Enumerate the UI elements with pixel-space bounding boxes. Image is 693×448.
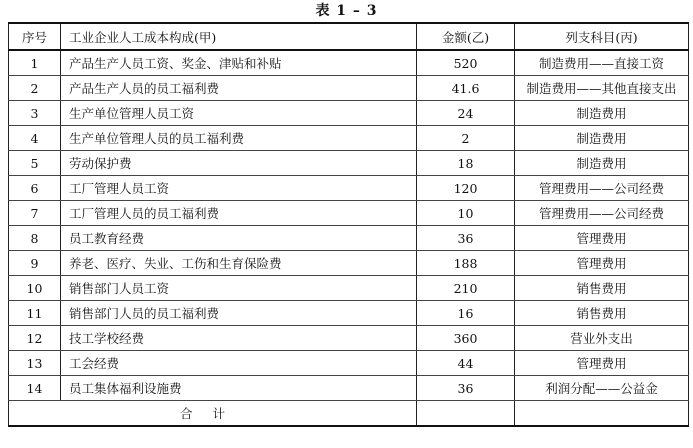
cell-amount: 120 — [417, 176, 515, 201]
cell-cost-item: 养老、医疗、失业、工伤和生育保险费 — [61, 251, 417, 276]
header-row — [9, 23, 689, 50]
cell-amount: 36 — [417, 226, 515, 251]
cell-serial: 5 — [9, 151, 61, 176]
cell-cost-item: 工会经费 — [61, 351, 417, 376]
table-row — [9, 326, 689, 351]
cell-cost-item: 销售部门人员的员工福利费 — [61, 301, 417, 326]
table-row — [9, 50, 689, 76]
cell-account: 制造费用 — [515, 126, 689, 151]
table-row — [9, 226, 689, 251]
cell-amount: 41.6 — [417, 76, 515, 101]
table-row — [9, 101, 689, 126]
cell-cost-item: 技工学校经费 — [61, 326, 417, 351]
labor-cost-table — [8, 22, 689, 427]
cell-serial: 2 — [9, 76, 61, 101]
total-row — [9, 401, 689, 427]
cell-amount: 36 — [417, 376, 515, 401]
cell-serial: 13 — [9, 351, 61, 376]
cell-amount: 210 — [417, 276, 515, 301]
cell-amount: 16 — [417, 301, 515, 326]
cell-account: 制造费用 — [515, 101, 689, 126]
cell-amount: 10 — [417, 201, 515, 226]
cell-serial: 6 — [9, 176, 61, 201]
header-account: 列支科目(丙) — [515, 23, 689, 50]
header-serial: 序号 — [9, 23, 61, 50]
cell-cost-item: 劳动保护费 — [61, 151, 417, 176]
cell-serial: 8 — [9, 226, 61, 251]
cell-amount: 44 — [417, 351, 515, 376]
table-row — [9, 276, 689, 301]
cell-serial: 7 — [9, 201, 61, 226]
cell-amount: 520 — [417, 50, 515, 76]
cell-amount: 360 — [417, 326, 515, 351]
cell-account: 销售费用 — [515, 301, 689, 326]
table-row — [9, 376, 689, 401]
total-label: 合计 — [9, 401, 417, 427]
cell-cost-item: 生产单位管理人员的员工福利费 — [61, 126, 417, 151]
cell-cost-item: 员工集体福利设施费 — [61, 376, 417, 401]
cell-serial: 10 — [9, 276, 61, 301]
cell-serial: 1 — [9, 50, 61, 76]
cell-serial: 4 — [9, 126, 61, 151]
cell-account: 管理费用 — [515, 226, 689, 251]
cell-account: 管理费用 — [515, 351, 689, 376]
cell-account: 管理费用 — [515, 251, 689, 276]
table-row — [9, 301, 689, 326]
cell-serial: 14 — [9, 376, 61, 401]
cell-account: 制造费用 — [515, 151, 689, 176]
cell-account: 管理费用——公司经费 — [515, 201, 689, 226]
cell-cost-item: 工厂管理人员的员工福利费 — [61, 201, 417, 226]
cell-cost-item: 生产单位管理人员工资 — [61, 101, 417, 126]
table-row — [9, 201, 689, 226]
cell-cost-item: 销售部门人员工资 — [61, 276, 417, 301]
cell-cost-item: 产品生产人员工资、奖金、津贴和补贴 — [61, 50, 417, 76]
cell-amount: 24 — [417, 101, 515, 126]
table-row — [9, 251, 689, 276]
table-row — [9, 151, 689, 176]
cell-serial: 12 — [9, 326, 61, 351]
header-amount: 金额(乙) — [417, 23, 515, 50]
cell-account: 管理费用——公司经费 — [515, 176, 689, 201]
cell-serial: 9 — [9, 251, 61, 276]
cell-amount: 188 — [417, 251, 515, 276]
cell-account: 制造费用——其他直接支出 — [515, 76, 689, 101]
cell-account: 销售费用 — [515, 276, 689, 301]
table-row — [9, 176, 689, 201]
header-cost-item: 工业企业人工成本构成(甲) — [61, 23, 417, 50]
cell-account: 营业外支出 — [515, 326, 689, 351]
cell-amount: 18 — [417, 151, 515, 176]
cell-serial: 3 — [9, 101, 61, 126]
cell-cost-item: 工厂管理人员工资 — [61, 176, 417, 201]
cell-serial: 11 — [9, 301, 61, 326]
total-amount-cell — [417, 401, 515, 427]
table-row — [9, 76, 689, 101]
cell-account: 利润分配——公益金 — [515, 376, 689, 401]
cell-amount: 2 — [417, 126, 515, 151]
table-row — [9, 126, 689, 151]
table-row — [9, 351, 689, 376]
table-title: 表 1 – 3 — [315, 3, 378, 19]
cell-account: 制造费用——直接工资 — [515, 50, 689, 76]
cell-cost-item: 员工教育经费 — [61, 226, 417, 251]
cell-cost-item: 产品生产人员的员工福利费 — [61, 76, 417, 101]
total-account-cell — [515, 401, 689, 427]
table-body — [9, 50, 689, 426]
